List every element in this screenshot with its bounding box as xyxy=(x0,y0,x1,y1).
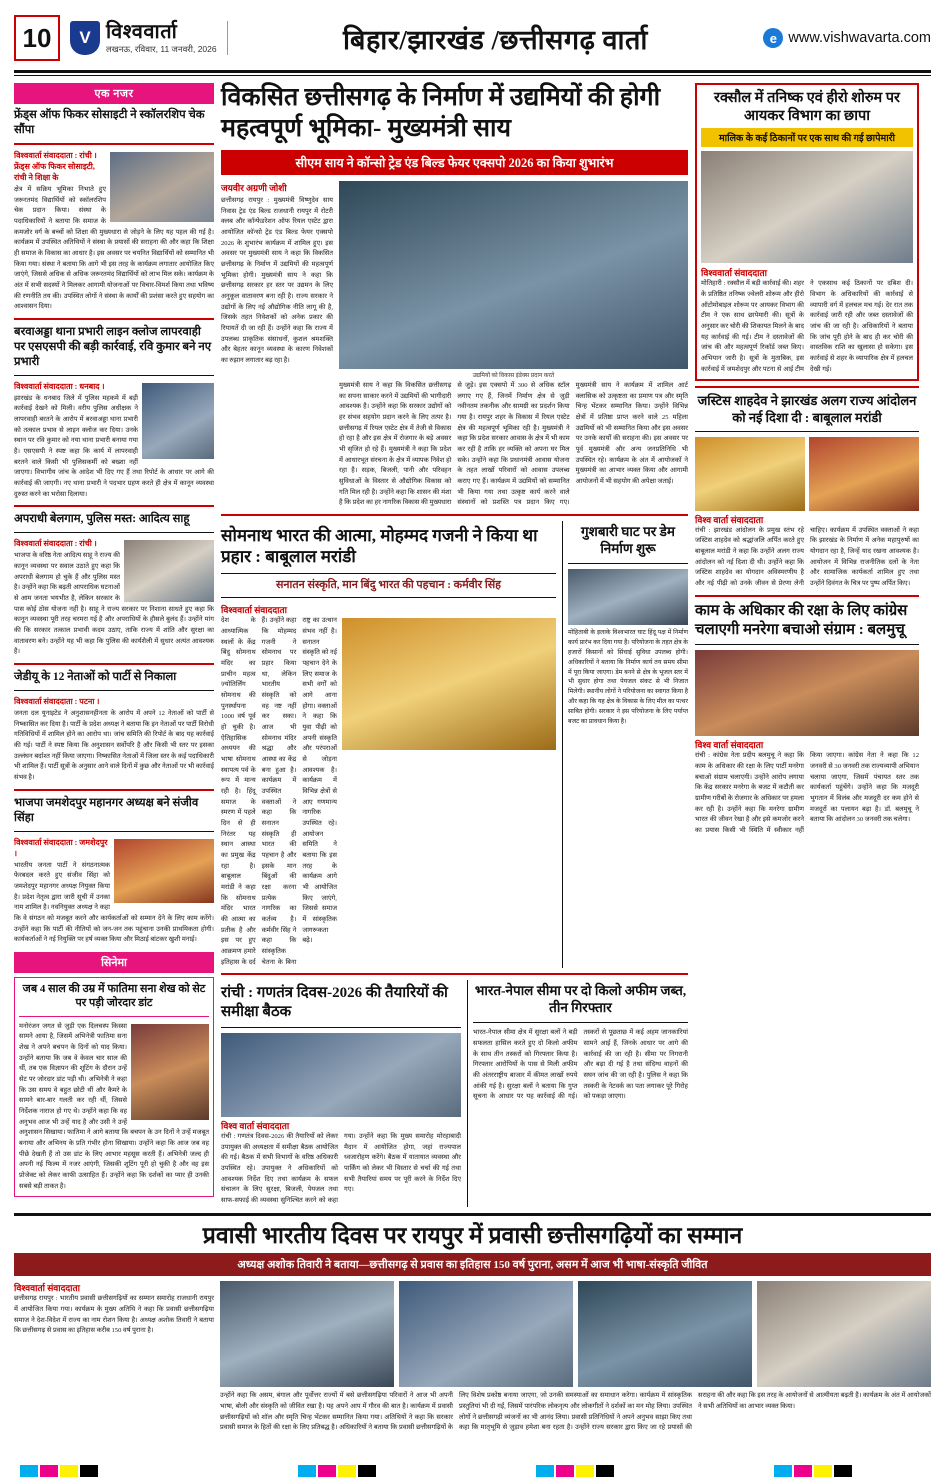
masthead-rule xyxy=(14,70,931,73)
main-body-cols xyxy=(339,381,688,509)
bjp-appointment-photo xyxy=(114,839,214,903)
body-col2: उन्होंने कहा कि असम, बंगाल और पूर्वोत्तर राज्यों में बसे छत्तीसगढ़िया परिवारों ने आज भी अपनी भाषा, बोली और संस्कृति को जीवित रखा है। यह अपने आप में गौरव की बात है। कार्यक्रम में प्रवासी छत्तीसगढ़ियों को शॉल और स्मृति चिन्ह भेंटकर सम्मानित किया गया। अतिथियों ने कहा कि सरकार प्रवासी समाज के हितों की रक्षा के लिए प्रतिबद्ध है। xyxy=(220,1392,453,1432)
headline: जेडीयू के 12 नेताओं को पार्टी से निकाला xyxy=(14,671,177,684)
publication-logo xyxy=(70,21,228,55)
swatch-black xyxy=(834,1465,852,1477)
body-text xyxy=(695,526,919,590)
swatch-magenta xyxy=(556,1465,574,1477)
cinema-section xyxy=(14,952,214,1197)
section-title: बिहार/झारखंड /छत्तीसगढ़ वार्ता xyxy=(343,24,648,55)
swatch-black xyxy=(80,1465,98,1477)
cinema-label: सिनेमा xyxy=(14,952,214,973)
swatch-black xyxy=(358,1465,376,1477)
somnath-temple-event-photo xyxy=(342,618,556,750)
edition-date: लखनऊ, रविवार, 11 जनवरी, 2026 xyxy=(106,44,217,55)
body-col1: रांची : गणतंत्र दिवस-2026 की तैयारियों को लेकर उपायुक्त की अध्यक्षता में समीक्षा बैठक आयोजित की गई। बैठक में सभी विभागों के वरिष्ठ अधिकारी उपस्थित रहे। उपायुक्त ने अधिकारियों को आवश्यक निर्देश दिए तथा कार्यक्रम के सफल संचालन के लिए xyxy=(221,1132,338,1194)
logo-emblem-icon: V xyxy=(70,21,100,55)
review-meeting-photo xyxy=(221,1033,461,1117)
news-item xyxy=(14,108,214,313)
aditya-sahu-photo xyxy=(124,540,214,602)
page-body xyxy=(0,76,945,1207)
body-text: भारतीय जनता पार्टी ने संगठनात्मक फेरबदल करते हुए संजीव सिंहा को जमशेदपुर महानगर अध्यक्ष नियुक्त किया है। प्रदेश नेतृत्व द्वारा जारी सूची में उनका नाम शामिल है। नवनियुक्त अध्यक्ष ने कहा कि वे संगठन को मजबूत करने और कार्यकर्ताओं को सम्मान देने के लिए काम करेंगे। उन्होंने कहा कि पार्टी की नीतियों को जन-जन तक पहुंचाना उनकी प्राथमिकता होगी। कार्यकर्ताओं ने नई नियुक्ति पर हर्ष व्यक्त किया और मिठाई बांटकर खुशी मनाई। xyxy=(14,861,214,944)
website-link[interactable] xyxy=(763,28,931,48)
story-nepal xyxy=(467,980,688,1206)
body-text: भाजपा के वरिष्ठ नेता आदित्य साहू ने राज्य की कानून व्यवस्था पर सवाल उठाते हुए कहा कि अपराधी बेलगाम हो चुके हैं और पुलिस मस्त है। उन्होंने कहा कि बढ़ती आपराधिक घटनाओं से आम जनता भयभीत है, लेकिन सरकार के पास कोई ठोस योजना नहीं है। साहू ने राज्य सरकार पर निशाना साधते हुए कहा कि कानून व्यवस्था पूरी तरह चरमरा गई है और अपराधियों के हौसले बुलंद हैं। उन्होंने मांग की कि सरकार तत्काल प्रभावी कदम उठाए, ताकि राज्य में शांति और सुरक्षा का वातावरण बने। उन्होंने यह भी कहा कि पुलिस की कार्यशैली में सुधार अत्यंत आवश्यक है। xyxy=(14,552,214,656)
news-item xyxy=(14,512,214,658)
subhead-bar: मालिक के कई ठिकानों पर एक साथ की गई छापेमारी xyxy=(701,128,913,147)
byline: विश्व वार्ता संवाददाता xyxy=(695,740,764,751)
cmyk-bar-3 xyxy=(536,1465,614,1477)
story-ranchi xyxy=(221,980,461,1206)
news-item xyxy=(14,325,214,501)
cinema-headline: जब 4 साल की उम्र में फातिमा सना शेख को सेट पर पड़ी जोरदार डांट xyxy=(22,983,206,1010)
story-pravasi xyxy=(14,1213,931,1434)
body-text xyxy=(221,616,337,968)
newspaper-page xyxy=(0,10,945,1483)
news-item xyxy=(14,796,214,946)
headline: फ्रेंड्स ऑफ फिकर सोसाइटी ने स्कॉलरशिप चेक सौंपा xyxy=(14,109,205,136)
body-text: जनता दल यूनाइटेड ने अनुशासनहीनता के आरोप में अपने 12 नेताओं को पार्टी से निष्कासित कर दिया है। पार्टी के प्रदेश अध्यक्ष ने बताया कि इन नेताओं पर पार्टी विरोधी गतिविधियों में शामिल होने का आरोप था। जांच समिति की रिपोर्ट के बाद यह कार्रवाई की गई। पार्टी ने स्पष्ट किया कि अनुशासन सर्वोपरि है और किसी भी स्तर पर इसका उल्लंघन बर्दाश्त नहीं किया जाएगा। निष्कासित नेताओं में जिला स्तर के कई पदाधिकारी भी शामिल हैं। पार्टी सूत्रों के अनुसार आने वाले दिनों में कुछ और नेताओं पर भी कार्रवाई संभव है। xyxy=(14,710,214,782)
swatch-cyan xyxy=(298,1465,316,1477)
cinema-body: मनोरंजन जगत से जुड़ी एक दिलचस्प किस्सा सामने आया है, जिसमें अभिनेत्री फातिमा सना शेख ने अपने बचपन के दिनों को याद किया। उन्होंने बताया कि जब वे केवल चार साल की थीं, तब एक विज्ञापन की शूटिंग के दौरान उन्हें सेट पर जोरदार डांट पड़ी थी। अभिनेत्री ने कहा कि उस समय वे बहुत छोटी थीं और कैमरे के सामने बार-बार गलती कर रही थीं, जिससे निर्देशक नाराज हो गए थे। उन्होंने कहा कि वह अनुभव आज भी उन्हें याद है और उसी ने उन्हें अनुशासन सिखाया। फातिमा ने आगे बताया कि बचपन के उन दिनों ने उन्हें मजबूत बनाया और अभिनय के प्रति गंभीर होना सिखाया। उन्होंने कहा कि आज जब वह पीछे देखती हैं तो उस डांट के लिए आभार महसूस करती हैं। अभिनेत्री जल्द ही अपनी नई फिल्म में नजर आएंगी, जिसकी शूटिंग पूरी हो चुकी है और वह इस प्रोजेक्ट को लेकर काफी उत्साहित हैं। उन्होंने कहा कि दर्शकों का प्यार ही उनकी सबसे बड़ी ताकत है। xyxy=(19,1022,209,1190)
main-headline: विकसित छत्तीसगढ़ के निर्माण में उद्यमियों की होगी महत्वपूर्ण भूमिका- मुख्यमंत्री साय xyxy=(221,84,661,142)
story-raksaul xyxy=(695,83,919,381)
page-number: 10 xyxy=(14,15,60,61)
body-text: मोहिताबी के इलाके विश्वभारत घाट हिंदू पक्ष में निर्माण कार्य प्रारंभ कर दिया गया है। परियोजना के तहत क्षेत्र के हजारों किसानों को सिंचाई सुविधा उपलब्ध होगी। अधिकारियों ने बताया कि निर्माण कार्य तय समय सीमा में पूरा किया जाएगा। डेम बनने से क्षेत्र के भूजल स्तर में भी सुधार होगा तथा पेयजल संकट से भी निजात मिलेगी। स्थानीय लोगों ने परियोजना का स्वागत किया है और कहा कि यह क्षेत्र के विकास के लिए मील का पत्थर साबित होगी। सरकार ने इस परियोजना के लिए पर्याप्त बजट का प्रावधान किया है। xyxy=(568,628,688,726)
body-col2: सुरक्षा, बिजली, पेयजल तथा साफ-सफाई की व्यवस्था सुनिश्चित करने को कहा गया। उन्होंने कहा कि मुख्य समारोह मोरहाबादी मैदान में आयोजित होगा, जहां राज्यपाल ध्वजारोहण करेंगे। बैठक में यातायात व्यवस्था और पार्किंग को लेकर भी विस्तार से चर्चा की गई तथा सभी तैयारियां समय पर पूरी करने के निर्देश दिए गए। xyxy=(221,1132,461,1205)
dam-construction-photo xyxy=(568,569,688,625)
body-col1: रांची : झारखंड आंदोलन के प्रमुख स्तंभ रहे जस्टिस शाहदेव को श्रद्धांजलि अर्पित करते हुए बाबूलाल मरांडी ने कहा कि उन्होंने अलग राज्य आंदोलन को नई दिशा दी थी। उन्होंने कहा कि जस्टिस शाहदेव का योगदान अविस्मरणीय है और नई पीढ़ी को उनके जीवन से प्रेरणा लेनी चाहिए। xyxy=(695,526,828,588)
byline: विश्ववार्ता संवाददाता : धनबाद । xyxy=(14,381,105,391)
ranchi-nepal-row xyxy=(221,980,688,1206)
body-col3: सनातन संस्कृति को नई पहचान देने के लिए समाज के सभी वर्गों को आगे आना होगा। वक्ताओं ने कहा कि युवा पीढ़ी को अपनी संस्कृति और परंपराओं से जोड़ना आवश्यक है। कार्यक्रम में विभिन्न क्षेत्रों से आए गणमान्य नागरिक उपस्थित रहे। आयोजन समिति ने बताया कि इस तरह के कार्यक्रम आगे भी आयोजित किए जाएंगे, जिससे समाज में सांस्कृतिक जागरूकता बढ़े। xyxy=(302,638,337,945)
body-col4: प्रवासी प्रतिनिधियों ने अपने अनुभव साझा किए तथा कहा कि मातृभूमि से जुड़ाव हमेशा बना रहता है। उन्होंने राज्य सरकार द्वारा किए जा रहे प्रयासों की सराहना की और कहा कि इस तरह के आयोजनों से आत्मीयता बढ़ती है। कार्यक्रम के अंत में आयोजकों ने सभी अतिथियों का आभार व्यक्त किया। xyxy=(459,1392,931,1432)
swatch-yellow xyxy=(576,1465,594,1477)
byline: विश्ववार्ता संवाददाता xyxy=(221,605,287,616)
body-col2: उन्होंने कहा कि मनरेगा ग्रामीण भारत की जीवन रेखा है और इसे कमजोर करने का प्रयास किसी भी स्थिति में स्वीकार नहीं किया जाएगा। कांग्रेस नेता ने कहा कि 12 जनवरी से 30 जनवरी तक राज्यव्यापी अभियान चलाया जाएगा, जिसमें पंचायत स्तर तक कार्यकर्ता पहुंचेंगे। उन्होंने कहा कि मजदूरी भुगतान में विलंब और मजदूरी दर कम होने से मजदूरों का पलायन बढ़ा है। डॉ. बलमुचू ने बताया कि आंदोलन 30 जनवरी तक चलेगा। xyxy=(695,752,919,835)
body-col3: अधिकारियों ने बताया कि प्रवासी छत्तीसगढ़ियों के लिए विशेष प्रकोष्ठ बनाया जाएगा, जो उनकी समस्याओं का समाधान करेगा। कार्यक्रम में सांस्कृतिक प्रस्तुतियां भी दी गईं, जिसमें पारंपरिक लोकनृत्य और लोकगीतों ने दर्शकों का मन मोह लिया। उपस्थित लोगों ने छत्तीसगढ़ी व्यंजनों का भी आनंद लिया। xyxy=(339,1392,692,1432)
somnath-ghat-row xyxy=(221,521,688,968)
main-story xyxy=(221,83,688,509)
pravasi-group-photo xyxy=(757,1281,931,1387)
story-manrega xyxy=(695,602,919,837)
body-text: झारखंड के धनबाद जिले में पुलिस महकमे में बड़ी कार्रवाई देखने को मिली। वरीय पुलिस अधीक्षक ने लापरवाही बरतने के आरोप में बरवाअड्डा थाना प्रभारी को तत्काल प्रभाव से लाइन क्लोज कर दिया। उनके स्थान पर रवि कुमार को नया थाना प्रभारी बनाया गया है। एसएसपी ने स्पष्ट कहा कि कार्य में लापरवाही बरतने वाले किसी भी पुलिसकर्मी को बख्शा नहीं जाएगा। विभागीय जांच के आदेश भी दिए गए हैं तथा रिपोर्ट के आधार पर आगे की कार्रवाई की जाएगी। नए थाना प्रभारी ने पदभार ग्रहण करते ही क्षेत्र में कानून व्यवस्था दुरुस्त करने का भरोसा दिलाया। xyxy=(14,394,214,498)
byline: विश्ववार्ता संवाददाता : पटना । xyxy=(14,697,100,707)
scholarship-cheque-photo xyxy=(110,152,214,222)
cm-vishnudeo-sai-award-photo xyxy=(339,181,688,369)
news-item xyxy=(14,670,214,784)
cmyk-bar-4 xyxy=(774,1465,852,1477)
congress-press-conference-photo xyxy=(695,650,919,736)
headline: सोमनाथ भारत की आत्मा, मोहम्मद गजनी ने किया था प्रहार : बाबूलाल मरांडी xyxy=(221,526,538,567)
masthead xyxy=(14,10,931,66)
body-col1: देश के आध्यात्मिक स्थलों के केंद्र बिंदु सोमनाथ मंदिर का प्राचीन महत्व ज्योतिर्लिंग सोमनाथ की पुनर्स्थापना 1000 वर्ष पूर्व हो चुकी है। ऐतिहासिक अध्ययन की भाषा सोमनाथ स्थापत्य पर्व के रूप में मान्य रही है। हिंदू समाज के स्मरण में पहले दिन से ही निरंतर यह स्थान आस्था का प्रमुख केंद्र रहा है। बाबूलाल मरांडी ने कहा कि सोमनाथ मंदिर भारत की आत्मा का प्रतीक है और इस पर हुए आक्रमण हमारे इतिहास के दर्द हैं। xyxy=(221,617,268,966)
left-column xyxy=(14,83,214,1207)
body-text xyxy=(221,1132,461,1207)
fatima-sana-shaikh-photo xyxy=(131,1024,209,1120)
swatch-cyan xyxy=(20,1465,38,1477)
swatch-magenta xyxy=(794,1465,812,1477)
publication-title: विश्ववार्ता xyxy=(106,21,178,44)
headline: रक्सौल में तनिष्क एवं हीरो शोरुम पर आयकर विभाग का छापा xyxy=(714,90,900,125)
shahdev-tribute-photo-1 xyxy=(695,437,805,511)
swatch-cyan xyxy=(774,1465,792,1477)
body-text xyxy=(695,751,919,836)
story-ghat xyxy=(562,521,688,968)
body-col2: अभियान जारी है। सूत्रों के मुताबिक, इस कार्रवाई में जमशेदपुर और पटना से आई टीम ने एकसाथ कई ठिकानों पर दबिश दी। विभाग के अधिकारियों की कार्रवाई से व्यापारी वर्ग में हलचल मच गई। देर रात तक कार्रवाई जारी रही और जब्त दस्तावेजों की जांच की जा रही है। अधिकारियों ने बताया कि जांच पूरी होने के बाद ही कर चोरी की वास्तविक राशि का खुलासा हो सकेगा। इस कार्रवाई से शहर के व्यापारिक क्षेत्र में हलचल देखी गई। xyxy=(701,280,913,373)
story-somnath xyxy=(221,521,556,968)
headline: गुशबारी घाट पर डेम निर्माण शुरू xyxy=(581,524,675,556)
headline: भाजपा जमशेदपुर महानगर अध्यक्ष बने संजीव सिंहा xyxy=(14,796,199,824)
pravasi-audience-photo xyxy=(220,1281,394,1387)
website-url: www.vishwavarta.com xyxy=(788,30,931,46)
main-body-col3: निर्माण क्षेत्र से जुड़ी नवीनतम तकनीक और सामग्री का प्रदर्शन किया गया है। रायपुर शहर के विकास में रियल एस्टेट क्षेत्र की महत्वपूर्ण भूमिका रही है। मुख्यमंत्री ने कहा कि प्रदेश सरकार आवास के क्षेत्र में भी काम कर रही है ताकि हर व्यक्ति को अपना घर मिल सके। उन्होंने कहा कि प्रधानमंत्री आवास योजना के तहत लाखों परिवारों को आवास उपलब्ध कराए गए हैं। कार्यक्रम में उद्यमियों को सम्मानित भी किया गया तथा उत्कृष्ट कार्य करने वाले संस्थानों को प्रशस्ति पत्र प्रदान किए गए। xyxy=(457,392,570,507)
swatch-yellow xyxy=(338,1465,356,1477)
pravasi-stage-photo xyxy=(578,1281,752,1387)
byline: विश्ववार्ता संवाददाता xyxy=(701,268,767,279)
byline: विश्ववार्ता संवाददाता : रांची । फ्रेंड्स ऑफ फिकर सोसाइटी, रांची ने शिक्षा के xyxy=(14,150,97,182)
income-tax-raid-photo xyxy=(701,151,913,263)
byline: विश्ववार्ता संवाददाता : रांची । xyxy=(14,539,97,549)
swatch-cyan xyxy=(536,1465,554,1477)
shahdev-tribute-photo-2 xyxy=(809,437,919,511)
body-text: क्षेत्र में सक्रिय भूमिका निभाते हुए जरूरतमंद विद्यार्थियों को स्कॉलरशिप चेक प्रदान किया। संस्था के पदाधिकारियों ने बताया कि समाज के कमजोर वर्ग के बच्चों को शिक्षा की मुख्यधारा से जोड़ने के लिए यह पहल की गई है। कार्यक्रम में उपस्थित अतिथियों ने संस्था के प्रयासों की सराहना की और कहा कि शिक्षा ही समाज के विकास का आधार है। इस अवसर पर चयनित विद्यार्थियों को सम्मानित भी किया गया। संस्था ने बताया कि आगे भी इस तरह के कार्यक्रम लगातार आयोजित किए जाएंगे, जिससे अधिक से अधिक जरूरतमंद विद्यार्थियों को लाभ मिल सके। कार्यक्रम के अंत में सभी सदस्यों ने मिलकर आगामी योजनाओं पर विचार-विमर्श किया तथा भविष्य की रणनीति तय की। उपस्थित लोगों ने संस्था के कार्यों की प्रशंसा करते हुए सहयोग का आश्वासन दिया। xyxy=(14,185,214,311)
main-photo-caption: उद्यमियों को विकास इंडेक्स प्रदान करते xyxy=(472,373,555,379)
main-subhead: सीएम साय ने कॉन्सो ट्रेड एंड बिल्ड फेयर एक्सपो 2026 का किया शुभारंभ xyxy=(221,150,688,175)
headline: जस्टिस शाहदेव ने झारखंड अलग राज्य आंदोलन को नई दिशा दी : बाबूलाल मरांडी xyxy=(697,393,917,425)
main-body-col4: मुख्यमंत्री साय ने कार्यक्रम में शामिल आर्ट क्लासिक को उत्कृष्टता का प्रमाण पत्र और स्मृति चिन्ह भेंटकर सम्मानित किया। उन्होंने विभिन्न क्षेत्रों में प्रतिष्ठा प्राप्त करने वाले 25 महिला उद्यमियों को भी सम्मानित किया और इस अवसर पर उनके कार्यों की सराहना की। इस अवसर पर पूर्व मुख्यमंत्री और अन्य जनप्रतिनिधि भी उपस्थित रहे। कार्यक्रम के अंत में आयोजकों ने मुख्यमंत्री का आभार व्यक्त किया और आगामी आयोजनों में भी सहयोग की अपेक्षा जताई। xyxy=(575,382,688,486)
headline: भारत-नेपाल सीमा पर दो किलो अफीम जब्त, तीन गिरफ्तार xyxy=(474,983,687,1016)
body-col1: मोतिहारी : रक्सौल में बड़ी कार्रवाई की। शहर के प्रतिष्ठित तनिष्क ज्वेलरी शोरूम और हीरो ऑटोमोबाइल शोरूम पर आयकर विभाग की टीम ने एक साथ छापेमारी की। सूत्रों के अनुसार कर चोरी की शिकायत मिलने के बाद यह कार्रवाई की गई। टीम ने दस्तावेजों की जांच की और महत्वपूर्ण रिकॉर्ड जब्त किए। xyxy=(701,280,804,352)
body-col1: रांची : कांग्रेस नेता प्रदीप बलमुचू ने कहा कि काम के अधिकार की रक्षा के लिए पार्टी मनरेगा बचाओ संग्राम चलाएगी। उन्होंने आरोप लगाया कि केंद्र सरकार मनरेगा के बजट में कटौती कर ग्रामीण गरीबों के रोजगार के अधिकार पर हमला कर रही है। xyxy=(695,752,804,813)
subhead: सनातन संस्कृति, मान बिंदु भारत की पहचान : कर्मवीर सिंह xyxy=(275,578,501,591)
main-body-col2: मुख्यमंत्री साय ने कहा कि विकसित छत्तीसगढ़ का सपना साकार करने में उद्यमियों की भागीदारी आवश्यक है। उन्होंने कहा कि सरकार उद्योगों को हर संभव सहयोग प्रदान करने के लिए तत्पर है। छत्तीसगढ़ में रियल एस्टेट क्षेत्र में तेजी से विकास हो रहा है और इस क्षेत्र में रोजगार के बड़े अवसर भी सृजित हो रहे हैं। मुख्यमंत्री ने कहा कि प्रदेश में आधारभूत संरचना के क्षेत्र में व्यापक निवेश हो रहा है। सड़क, बिजली, पानी और परिवहन सुविधाओं के विस्तार से औद्योगिक विकास को गति मिल रही है। उन्होंने कहा कि शासन की मंशा है कि प्रदेश का हर नागरिक विकास की मुख्यधारा से जुड़े। इस एक्सपो में 300 से अधिक स्टॉल लगाए गए हैं, जिनमें xyxy=(339,382,570,507)
byline: विश्व वार्ता संवाददाता xyxy=(221,1120,290,1131)
body-col1: छत्तीसगढ़ रायपुर : भारतीय प्रवासी छत्तीसगढ़ियों का सम्मान समारोह राजधानी रायपुर में आयोजित किया गया। कार्यक्रम के मुख्य अतिथि ने कहा कि प्रवासी छत्तीसगढ़िया समाज ने देश-विदेश में राज्य का नाम रोशन किया है। अध्यक्ष अशोक तिवारी ने बताया कि छत्तीसगढ़ से प्रवास का इतिहास करीब 150 वर्ष पुराना है। xyxy=(14,1295,214,1335)
police-officer-photo xyxy=(142,383,214,459)
story-shahdev xyxy=(695,393,919,590)
body-col2: कार्यक्रम में उपस्थित वक्ताओं ने कहा कि झारखंड के निर्माण में अनेक महापुरुषों का योगदान रहा है, जिन्हें याद रखना आवश्यक है। आयोजन में विभिन्न राजनीतिक दलों के नेता और सामाजिक कार्यकर्ता शामिल हुए तथा उन्होंने दिवंगत के चित्र पर पुष्प अर्पित किए। xyxy=(810,526,919,588)
body-text xyxy=(701,279,913,375)
body-text: भारत-नेपाल सीमा क्षेत्र में सुरक्षा बलों ने बड़ी सफलता हासिल करते हुए दो किलो अफीम के साथ तीन तस्करों को गिरफ्तार किया है। गिरफ्तार आरोपियों के पास से मिली अफीम की अंतरराष्ट्रीय बाजार में कीमत लाखों रुपये आंकी गई है। सुरक्षा बलों ने बताया कि गुप्त सूचना के आधार पर यह कार्रवाई की गई। तस्करों से पूछताछ में कई अहम जानकारियां सामने आई हैं, जिनके आधार पर आगे की कार्रवाई की जा रही है। सीमा पर निगरानी और बढ़ा दी गई है तथा संदिग्ध वाहनों की सघन जांच की जा रही है। पुलिस ने कहा कि तस्करी के नेटवर्क का पता लगाकर पूरे गिरोह को पकड़ा जाएगा। xyxy=(473,1029,688,1101)
cmyk-bar-1 xyxy=(20,1465,98,1477)
subhead-bar: अध्यक्ष अशोक तिवारी ने बताया—छत्तीसगढ़ से प्रवास का इतिहास 150 वर्ष पुराना, असम में आज भी भाषा-संस्कृति जीवित xyxy=(14,1253,931,1276)
cmyk-bar-2 xyxy=(298,1465,376,1477)
right-column xyxy=(695,83,919,1207)
headline: रांची : गणतंत्र दिवस-2026 की तैयारियों की समीक्षा बैठक xyxy=(221,985,448,1021)
headline: प्रवासी भारतीय दिवस पर रायपुर में प्रवासी छत्तीसगढ़ियों का सम्मान xyxy=(202,1222,743,1248)
swatch-yellow xyxy=(814,1465,832,1477)
left-section-label: एक नजर xyxy=(14,83,214,104)
byline: विश्ववार्ता संवाददाता : जमशेदपुर । xyxy=(14,837,108,858)
headline: बरवाअड्डा थाना प्रभारी लाइन क्लोज लापरवाही पर एसएसपी की बड़ी कार्रवाई, रवि कुमार बने नए प्रभारी xyxy=(14,325,212,368)
pravasi-felicitation-photo xyxy=(399,1281,573,1387)
center-column xyxy=(221,83,688,1207)
main-body-col1: छत्तीसगढ़ रायपुर : मुख्यमंत्री विष्णुदेव साय निवास ट्रेड एंड बिल्ड राजधानी रायपुर में रोटरी क्लब और कॉन्फेडरेशन ऑफ रियल एस्टेट द्वारा आयोजित कॉन्सो ट्रेड एंड बिल्ड फेयर एक्सपो 2026 के शुभारंभ कार्यक्रम में शामिल हुए। इस अवसर पर मुख्यमंत्री साय ने कहा कि विकसित छत्तीसगढ़ के निर्माण में उद्यमियों की महत्वपूर्ण भूमिका होगी। मुख्यमंत्री साय ने कहा कि छत्तीसगढ़ सरकार हर स्तर पर उद्यमन के लिए अनुकूल वातावरण बना रही है। राज्य सरकार ने उद्योगों के लिए नई औद्योगिक नीति लागू की है, जिसके तहत निवेशकों को अनेक प्रकार की रियायतें दी जा रही हैं। उन्होंने कहा कि राज्य में उपलब्ध प्राकृतिक संसाधनों, कुशल श्रमशक्ति और बेहतर कानून व्यवस्था के कारण निवेशकों का रुझान लगातार बढ़ रहा है। xyxy=(221,197,333,365)
byline: विश्व वार्ता संवाददाता xyxy=(695,514,764,525)
body-col2: उन्होंने कहा कि मोहम्मद गजनी ने सोमनाथ पर प्रहार किया था, लेकिन भारतीय संस्कृति को वह नष्ट नहीं कर सका। आज भी सोमनाथ मंदिर श्रद्धा और आस्था का केंद्र बना हुआ है। कार्यक्रम में उपस्थित वक्ताओं ने कहा कि सनातन संस्कृति ही भारत की पहचान है और इसके मान बिंदुओं की रक्षा करना प्रत्येक नागरिक का कर्तव्य है। कर्मवीर सिंह ने कहा कि सांस्कृतिक चेतना के बिना राष्ट्र का उत्थान संभव नहीं है। xyxy=(261,617,337,966)
print-registration-strip xyxy=(0,1459,945,1483)
e-globe-icon: e xyxy=(763,28,783,48)
swatch-black xyxy=(596,1465,614,1477)
headline: काम के अधिकार की रक्षा के लिए कांग्रेस चलाएगी मनरेगा बचाओ संग्राम : बलमुचू xyxy=(695,602,908,638)
main-byline: जयवीर अग्रणी जोशी xyxy=(221,183,287,193)
headline: अपराधी बेलगाम, पुलिस मस्त: आदित्य साहू xyxy=(14,513,190,526)
swatch-yellow xyxy=(60,1465,78,1477)
swatch-magenta xyxy=(40,1465,58,1477)
byline: विश्ववार्ता संवाददाता xyxy=(14,1283,80,1294)
swatch-magenta xyxy=(318,1465,336,1477)
